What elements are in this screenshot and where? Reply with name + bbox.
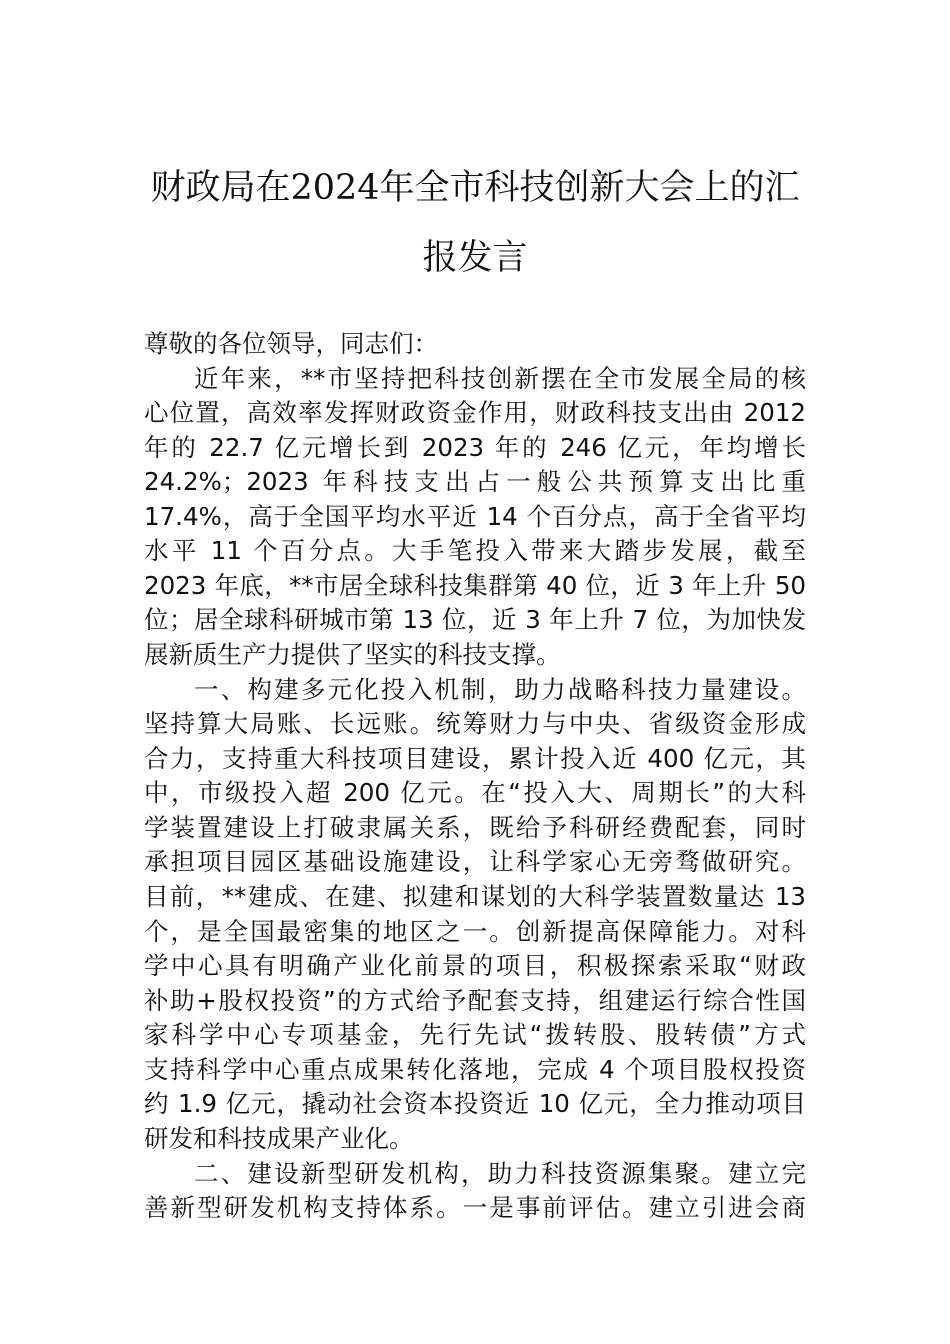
- title-suffix: 年全市科技创新大会上的汇: [379, 168, 800, 208]
- body-line: 个，是全国最密集的地区之一。创新提高保障能力。对科: [144, 917, 806, 946]
- body-line: 水平 11 个百分点。大手笔投入带来大踏步发展，截至: [144, 536, 806, 565]
- body-line: 学装置建设上打破隶属关系，既给予科研经费配套，同时: [144, 813, 806, 842]
- body-line: 目前，**建成、在建、拟建和谋划的大科学装置数量达 13: [144, 882, 806, 911]
- body-line: 年的 22.7 亿元增长到 2023 年的 246 亿元，年均增长: [144, 433, 806, 462]
- body-line: 善新型研发机构支持体系。一是事前评估。建立引进会商: [144, 1193, 806, 1222]
- body-line: 2023 年底，**市居全球科技集群第 40 位，近 3 年上升 50: [144, 571, 806, 600]
- document-title-line-2: 报发言: [422, 238, 528, 278]
- salutation: 尊敬的各位领导，同志们：: [144, 329, 438, 358]
- body-line: 补助+股权投资”的方式给予配套支持，组建运行综合性国: [144, 986, 806, 1015]
- body-line: 中，市级投入超 200 亿元。在“投入大、周期长”的大科: [144, 778, 806, 807]
- body-line: 心位置，高效率发挥财政资金作用，财政科技支出由 2012: [144, 398, 806, 427]
- section-heading-line: 一、构建多元化投入机制，助力战略科技力量建设。: [194, 675, 806, 704]
- body-line: 近年来，**市坚持把科技创新摆在全市发展全局的核: [194, 364, 806, 393]
- body-line: 位；居全球科研城市第 13 位，近 3 年上升 7 位，为加快发: [144, 605, 806, 634]
- body-line: 约 1.9 亿元，撬动社会资本投资近 10 亿元，全力推动项目: [144, 1089, 806, 1118]
- body-line: 研发和科技成果产业化。: [144, 1124, 414, 1153]
- body-line: 合力，支持重大科技项目建设，累计投入近 400 亿元，其: [144, 744, 806, 773]
- body-line: 24.2%；2023 年科技支出占一般公共预算支出比重: [144, 467, 806, 496]
- title-year: 2024: [290, 168, 380, 208]
- body-line: 坚持算大局账、长远账。统筹财力与中央、省级资金形成: [144, 709, 806, 738]
- title-prefix: 财政局在: [150, 168, 291, 208]
- body-line: 学中心具有明确产业化前景的项目，积极探索采取“财政: [144, 951, 806, 980]
- document-title-line-1: [130, 168, 820, 208]
- section-heading-line: 二、建设新型研发机构，助力科技资源集聚。建立完: [194, 1159, 806, 1188]
- body-line: 支持科学中心重点成果转化落地，完成 4 个项目股权投资: [144, 1055, 806, 1084]
- body-line: 家科学中心专项基金，先行先试“拨转股、股转债”方式: [144, 1020, 806, 1049]
- body-line: 17.4%，高于全国平均水平近 14 个百分点，高于全省平均: [144, 502, 806, 531]
- body-line: 承担项目园区基础设施建设，让科学家心无旁骛做研究。: [144, 847, 806, 876]
- body-line: 展新质生产力提供了坚实的科技支撑。: [144, 640, 561, 669]
